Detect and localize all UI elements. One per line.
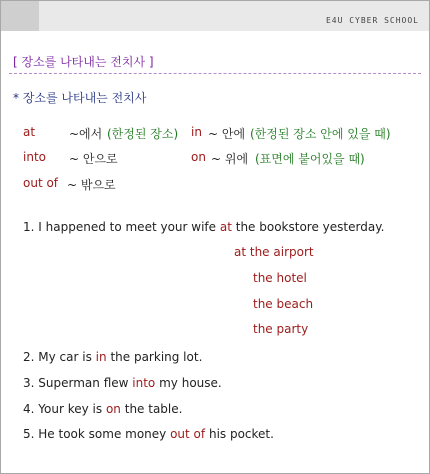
sentence-2 xyxy=(23,350,202,364)
sentence-before: He took some money xyxy=(38,427,167,441)
sentence-prep: out of xyxy=(170,427,206,441)
divider xyxy=(9,73,421,74)
sentence-after: his pocket. xyxy=(208,427,274,441)
subtitle: * 장소를 나타내는 전치사 xyxy=(13,91,147,105)
prep-on-note: (표면에 붙어있을 때) xyxy=(255,152,365,166)
prep-in-word: in xyxy=(191,125,202,139)
sentence-before: I happened to meet your wife xyxy=(38,220,217,234)
prep-into-meaning: ~ 안으로 xyxy=(69,152,118,166)
prep-on-word: on xyxy=(191,150,206,164)
alternative-2: the hotel xyxy=(253,271,307,285)
header-bar xyxy=(1,1,429,31)
sentence-after: my house. xyxy=(159,376,222,390)
sentence-after: the table. xyxy=(124,402,183,416)
prep-outof-word: out of xyxy=(23,176,59,190)
sentence-before: Your key is xyxy=(38,402,103,416)
sentence-prep: in xyxy=(95,350,107,364)
prep-in-note: (한정된 장소 안에 있을 때) xyxy=(250,127,391,141)
alternative-1: at the airport xyxy=(234,245,314,259)
sentence-prep: at xyxy=(219,220,232,234)
sentence-number: 2. xyxy=(23,350,35,364)
sentence-before: My car is xyxy=(38,350,92,364)
alternative-4: the party xyxy=(253,322,309,336)
alternative-3: the beach xyxy=(253,297,314,311)
prep-in-meaning: ~ 안에 xyxy=(208,127,246,141)
sentence-5 xyxy=(23,427,274,441)
sentence-after: the bookstore yesterday. xyxy=(235,220,385,234)
sentence-prep: into xyxy=(132,376,156,390)
section-title: [ 장소를 나타내는 전치사 ] xyxy=(13,55,154,69)
sentence-number: 4. xyxy=(23,402,35,416)
prep-into-word: into xyxy=(23,150,46,164)
prep-at-word: at xyxy=(23,125,36,139)
prep-on-meaning: ~ 위에 xyxy=(211,152,249,166)
sentence-4 xyxy=(23,402,182,416)
sentence-3 xyxy=(23,376,222,390)
sentence-after: the parking lot. xyxy=(110,350,203,364)
header-tab xyxy=(1,1,39,31)
sentence-before: Superman flew xyxy=(38,376,129,390)
sentence-prep: on xyxy=(105,402,121,416)
sentence-1 xyxy=(23,220,384,234)
brand-label: E4U CYBER SCHOOL xyxy=(325,16,419,25)
prep-outof-meaning: ~ 밖으로 xyxy=(67,178,116,192)
sentence-number: 3. xyxy=(23,376,35,390)
prep-at-note: (한정된 장소) xyxy=(107,127,179,141)
sentence-number: 1. xyxy=(23,220,35,234)
sentence-number: 5. xyxy=(23,427,35,441)
prep-at-meaning: ~에서 xyxy=(69,127,103,141)
